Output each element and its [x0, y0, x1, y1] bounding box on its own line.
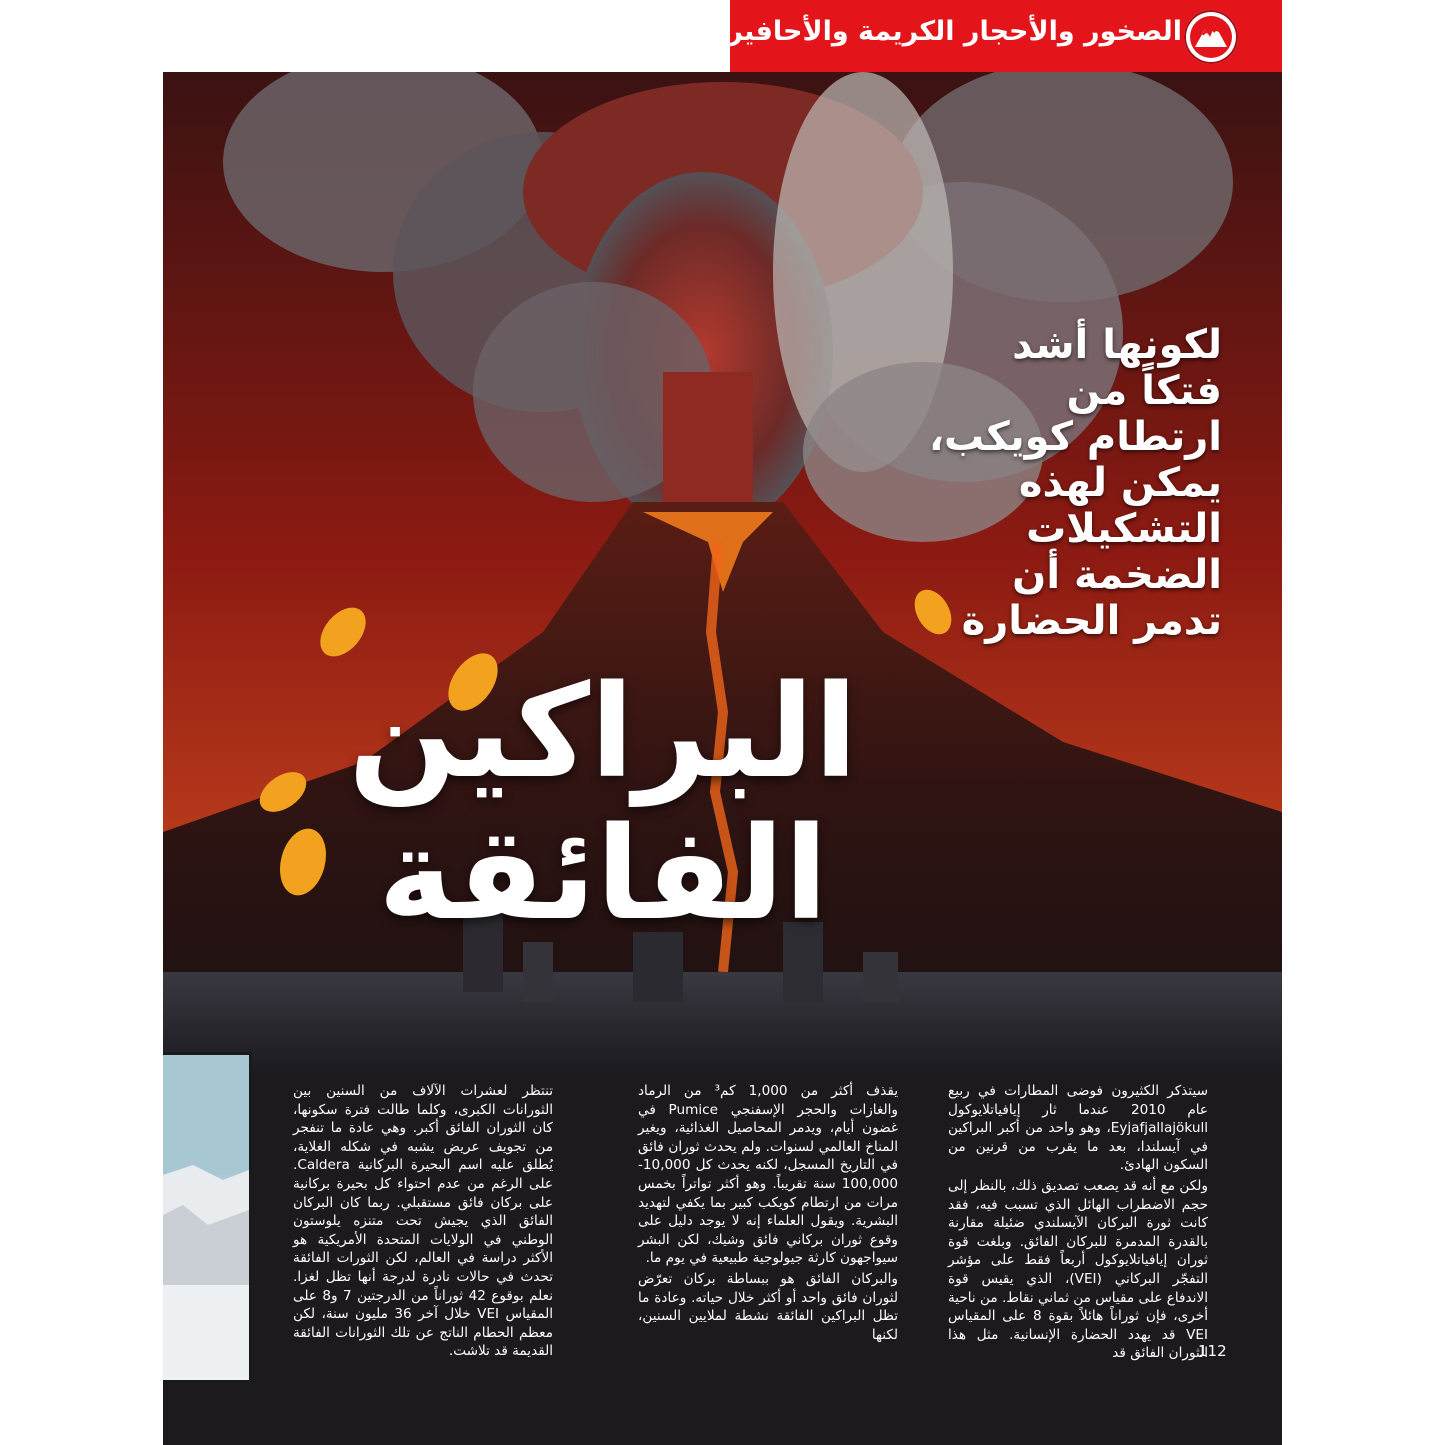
paragraph: تنتظر لعشرات الآلاف من السنين بين الثورانات الكبرى، وكلما طالت فترة سكونها، كان الثوران الفائق أكبر. وهي عادة ما تنفجر من تجويف عريض يشبه في شكله الغلاية، يُطلق عليه اسم البحيرة البركانية Caldera. على الرغم من عدم احتواء كل بحيرة بركانية على بركان فائق مستقبلي. ربما كان البركان الفائق الذي يجيش تحت متنزه يلوستون الوطني في الولايات المتحدة الأمريكية هو الأكثر دراسة في العالم، لكن الثورات الفائقة تحدث في حالات نادرة لدرجة أنها تظل لغزا. نعلم بوقوع 42 ثوراناً من الدرجتين 7 و8 على المقياس VEI خلال آخر 36 مليون سنة، لكن معظم الحطام الناتج عن تلك الثورانات الفائقة القديمة قد تلاشت.: [293, 1083, 554, 1360]
section-header: [727, 0, 1282, 72]
section-title: الصخور والأحجار الكريمة والأحافير: [727, 16, 1182, 47]
paragraph: يقذف أكثر من 1,000 كم³ من الرماد والغازات والحجر الإسفنجي Pumice في غضون أيام، ويدمر المحاصيل الغذائية، ويغير المناخ العالمي لسنوات. ولم يحدث ثوران فائق في التاريخ المسجل، لكنه يحدث كل 10,000-100,000 سنة تقريباً. وهو أكثر تواتراً بخمس مرات من ارتطام كويكب كبير بما يكفي لتهديد البشرية. ويقول العلماء إنه لا يوجد دليل على وقوع ثوران بركاني فائق وشيك، لكن البشر سيواجهون كارثة جيولوجية طبيعية في يوم ما.: [638, 1083, 898, 1267]
article-column-1: [948, 1082, 1208, 1365]
article-column-2: [638, 1082, 898, 1346]
subheading: لكونها أشد فتكاً من ارتطام كويكب، يمكن لهذه التشكيلات الضخمة أن تدمر الحضارة: [928, 322, 1222, 644]
paragraph: ولكن مع أنه قد يصعب تصديق ذلك، بالنظر إلى حجم الاضطراب الهائل الذي تسبب فيه، فقد كانت ثورة البركان الآيسلندي ضئيلة مقارنة بالقدرة المدمرة للبركان الفائق. وبلغت قوة ثوران إيافياتلايوكول أربعاً فقط على مؤشر التفجّر البركاني (VEI)، الذي يقيس قوة الاندفاع على مقياس من ثماني نقاط. من ناحية أخرى، فإن ثوراناً هائلاً بقوة 8 على المقياس VEI قد يهدد الحضارة الإنسانية. مثل هذا الثوران الفائق قد: [948, 1177, 1208, 1362]
mountain-icon: [1184, 10, 1238, 64]
page-number: 112: [1198, 1342, 1227, 1360]
paragraph: سيتذكر الكثيرون فوضى المطارات في ربيع عام 2010 عندما ثار إيافياتلايوكول Eyjafjallajökull، وهو واحد من أكبر البراكين في آيسلندا، بعد ما يقرب من قرنين من السكون الهادئ.: [948, 1083, 1208, 1174]
volcano-artwork: [163, 72, 1282, 1445]
paragraph: والبركان الفائق هو ببساطة بركان تعرّض لثوران فائق واحد أو أكثر خلال حياته. وعادة ما تظل البراكين الفائقة نشطة لملايين السنين، لكنها: [638, 1270, 898, 1343]
article-column-3: [293, 1082, 553, 1363]
inset-photo-snow-landscape: [163, 1052, 252, 1383]
headline: البراكين الفائقة: [348, 658, 858, 949]
